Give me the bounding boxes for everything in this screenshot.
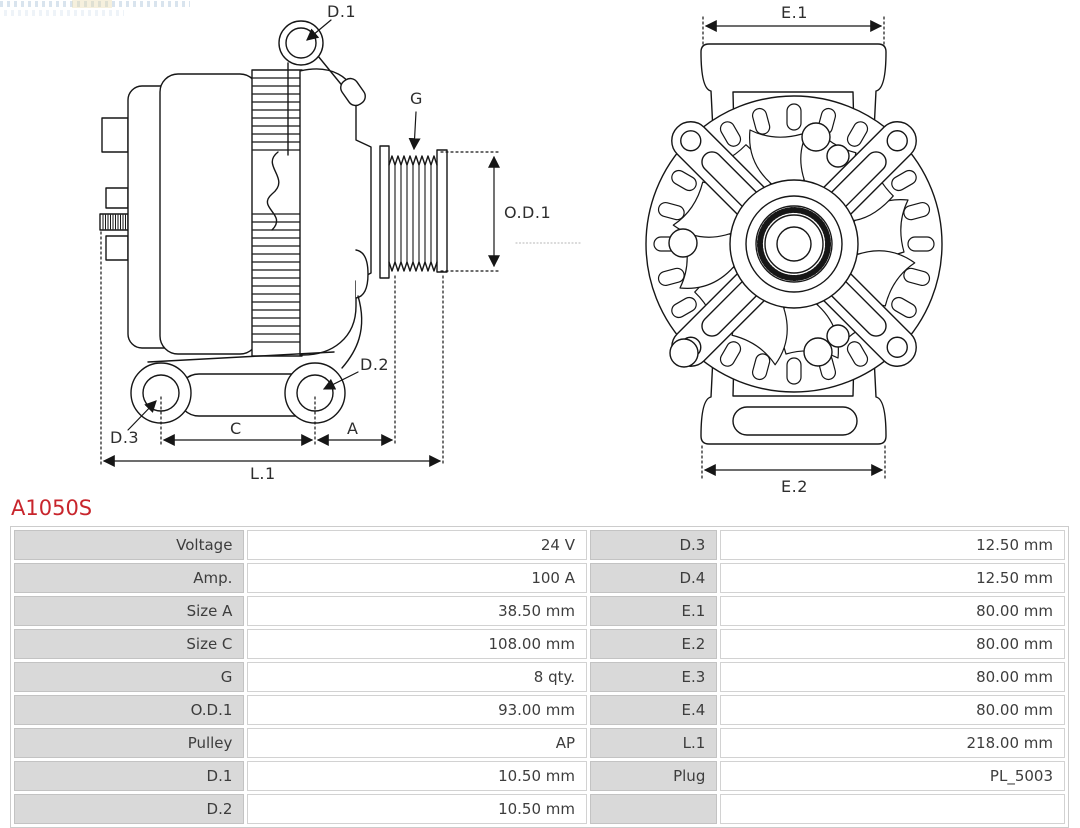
spec-value-cell: 80.00 mm	[720, 629, 1065, 659]
spec-value-cell: 108.00 mm	[247, 629, 587, 659]
spec-value-cell: AP	[247, 728, 587, 758]
spec-table	[10, 526, 1069, 828]
spec-table-body	[14, 530, 1065, 824]
dim-label-c: C	[230, 419, 242, 438]
spec-label-cell: E.3	[590, 662, 717, 692]
spec-label-cell: Pulley	[14, 728, 244, 758]
spec-label-cell: Size C	[14, 629, 244, 659]
spec-value-cell: 24 V	[247, 530, 587, 560]
dim-label-e1: E.1	[781, 3, 808, 22]
spec-value-cell: 8 qty.	[247, 662, 587, 692]
spec-row	[14, 530, 1065, 560]
spec-label-cell: E.1	[590, 596, 717, 626]
spec-value-cell: 12.50 mm	[720, 530, 1065, 560]
bottom-bracket-slot	[733, 407, 857, 435]
spec-label-cell: E.4	[590, 695, 717, 725]
spec-row	[14, 662, 1065, 692]
mid-housing	[160, 74, 258, 354]
spec-row	[14, 728, 1065, 758]
pulley-right-flange	[437, 150, 447, 272]
spec-row	[14, 563, 1065, 593]
dim-label-d3: D.3	[110, 428, 140, 447]
spec-label-cell: D.4	[590, 563, 717, 593]
spec-label-cell: O.D.1	[14, 695, 244, 725]
front-housing	[300, 69, 371, 355]
dim-label-l1: L.1	[250, 464, 276, 483]
spec-value-cell: 12.50 mm	[720, 563, 1065, 593]
spec-value-cell: PL_5003	[720, 761, 1065, 791]
side-view-diagram	[100, 2, 580, 483]
brush-holder	[100, 214, 128, 230]
spec-value-cell: 10.50 mm	[247, 794, 587, 824]
spec-value-cell: 93.00 mm	[247, 695, 587, 725]
spec-label-cell: D.2	[14, 794, 244, 824]
spec-label-cell: Plug	[590, 761, 717, 791]
spec-row	[14, 794, 1065, 824]
dim-label-g: G	[410, 89, 423, 108]
dim-label-od1: O.D.1	[504, 203, 552, 222]
spec-label-cell: E.2	[590, 629, 717, 659]
spec-value-cell: 80.00 mm	[720, 695, 1065, 725]
spec-row	[14, 695, 1065, 725]
spec-label-cell: Size A	[14, 596, 244, 626]
spec-label-cell: Amp.	[14, 563, 244, 593]
spec-label-cell: L.1	[590, 728, 717, 758]
spec-value-cell: 10.50 mm	[247, 761, 587, 791]
spec-value-cell	[720, 794, 1065, 824]
spec-row	[14, 761, 1065, 791]
pulley-left-flange	[380, 146, 389, 278]
spec-label-cell: G	[14, 662, 244, 692]
terminal-block	[102, 118, 128, 152]
spec-value-cell: 80.00 mm	[720, 596, 1065, 626]
spec-value-cell: 38.50 mm	[247, 596, 587, 626]
spec-row	[14, 596, 1065, 626]
spec-value-cell: 100 A	[247, 563, 587, 593]
part-number: A1050S	[11, 496, 93, 520]
dim-label-e2: E.2	[781, 477, 808, 495]
spec-label-cell: D.1	[14, 761, 244, 791]
stator-stack	[252, 70, 302, 356]
spec-row	[14, 629, 1065, 659]
spec-value-cell: 218.00 mm	[720, 728, 1065, 758]
spec-value-cell: 80.00 mm	[720, 662, 1065, 692]
dim-label-d1: D.1	[327, 2, 357, 21]
dim-label-a: A	[347, 419, 359, 438]
front-view-diagram	[646, 3, 942, 495]
shaft-bore	[777, 227, 811, 261]
spec-label-cell: Voltage	[14, 530, 244, 560]
dim-label-d2: D.2	[360, 355, 390, 374]
spec-label-cell: D.3	[590, 530, 717, 560]
spec-label-cell	[590, 794, 717, 824]
